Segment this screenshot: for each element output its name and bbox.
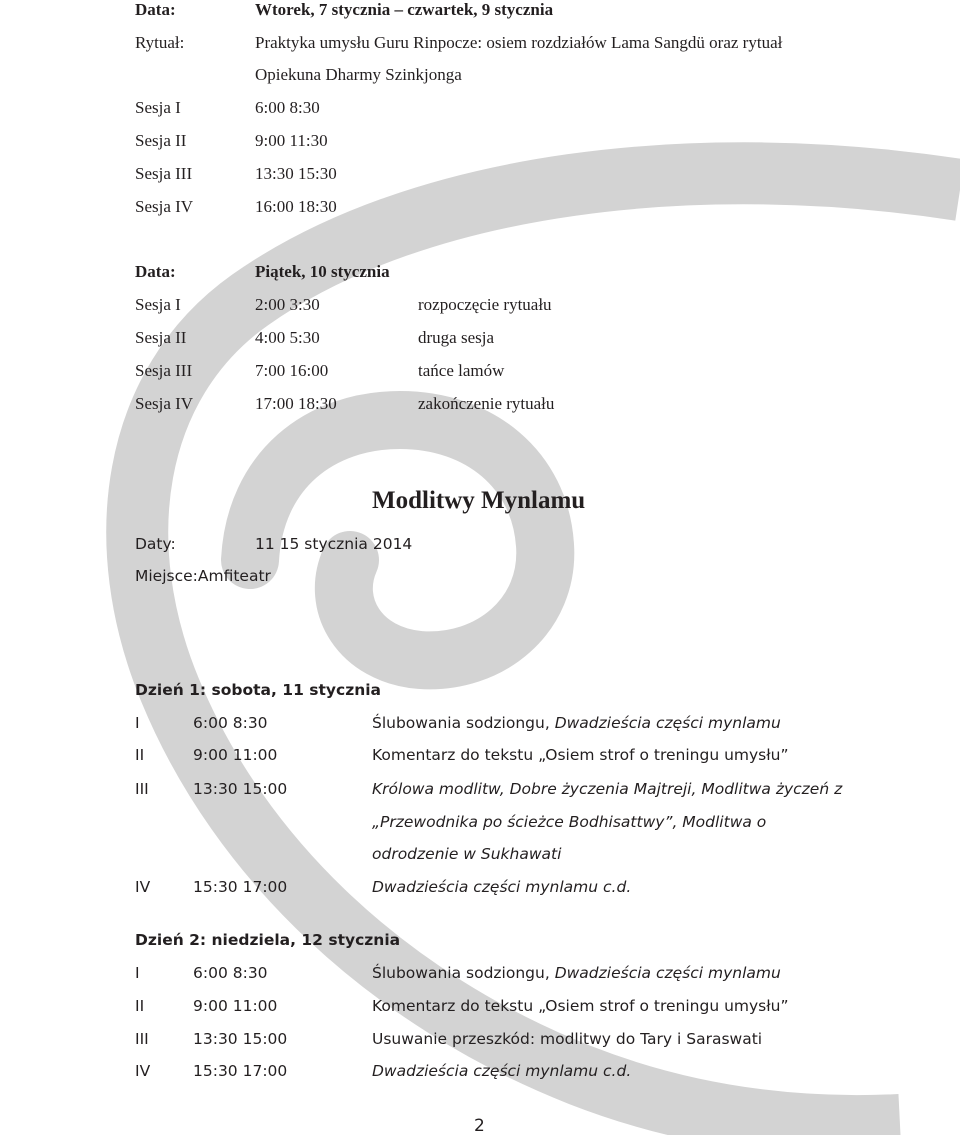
day1-row-desc: Dwadzieścia części mynlamu c.d.: [372, 878, 632, 896]
day1-row-time: 9:00 11:00: [193, 746, 278, 764]
block2-date-value: Piątek, 10 stycznia: [255, 262, 390, 281]
day1-row-desc-line2: „Przewodnika po ścieżce Bodhisattwy”, Modlitwa o: [372, 813, 767, 831]
block1-session-time: 16:00 18:30: [255, 197, 337, 216]
day2-row-desc-plain: Ślubowania sodziongu,: [372, 964, 555, 982]
block1-date-label: Data:: [135, 0, 176, 19]
block1-ritual-label: Rytuał:: [135, 33, 185, 52]
day1-row-num: III: [135, 780, 149, 798]
block1-session-label: Sesja II: [135, 131, 187, 150]
day1-row-time: 13:30 15:00: [193, 780, 288, 798]
block1-session-label: Sesja III: [135, 164, 193, 183]
page-number: 2: [474, 1116, 485, 1136]
block1-session-time: 9:00 11:30: [255, 131, 328, 150]
day1-row-desc-plain: Ślubowania sodziongu,: [372, 714, 555, 732]
day2-row-desc: Komentarz do tekstu „Osiem strof o treningu umysłu”: [372, 997, 789, 1015]
block2-session-time: 17:00 18:30: [255, 394, 337, 413]
block2-session-label: Sesja IV: [135, 394, 194, 413]
day2-row-desc: [372, 964, 781, 982]
block1-session-time: 13:30 15:30: [255, 164, 337, 183]
day2-row-time: 13:30 15:00: [193, 1030, 288, 1048]
day2-row-desc-italic: Dwadzieścia części mynlamu: [554, 964, 781, 982]
block1-session-label: Sesja I: [135, 98, 181, 117]
day1-row-time: 15:30 17:00: [193, 878, 288, 896]
block2-session-desc: zakończenie rytuału: [418, 394, 555, 413]
day1-row-num: I: [135, 714, 140, 732]
section-place: Miejsce:Amfiteatr: [135, 567, 271, 585]
block1-session-label: Sesja IV: [135, 197, 194, 216]
day2-row-desc: Usuwanie przeszkód: modlitwy do Tary i Saraswati: [372, 1030, 763, 1048]
day2-row-time: 15:30 17:00: [193, 1062, 288, 1080]
day1-row-desc-line3: odrodzenie w Sukhawati: [372, 845, 562, 863]
day1-heading: Dzień 1: sobota, 11 stycznia: [135, 681, 382, 699]
day1-row-desc: Komentarz do tekstu „Osiem strof o treningu umysłu”: [372, 746, 789, 764]
day1-row-num: IV: [135, 878, 151, 896]
day2-row-num: I: [135, 964, 140, 982]
block2-session-desc: tańce lamów: [418, 361, 505, 380]
day1-row-num: II: [135, 746, 145, 764]
day2-row-desc: Dwadzieścia części mynlamu c.d.: [372, 1062, 632, 1080]
day1-row-desc: [372, 714, 781, 732]
block2-session-label: Sesja III: [135, 361, 193, 380]
section-dates-value: 11 15 stycznia 2014: [255, 535, 413, 553]
block2-session-label: Sesja II: [135, 328, 187, 347]
block1-ritual-line2: Opiekuna Dharmy Szinkjonga: [255, 65, 462, 84]
block2-session-time: 7:00 16:00: [255, 361, 329, 380]
block1-session-time: 6:00 8:30: [255, 98, 320, 117]
block1-date-value: Wtorek, 7 stycznia – czwartek, 9 stycznia: [255, 0, 554, 19]
day2-row-num: II: [135, 997, 145, 1015]
day1-row-desc-italic: Dwadzieścia części mynlamu: [554, 714, 781, 732]
block2-session-desc: druga sesja: [418, 328, 495, 347]
section-title: Modlitwy Mynlamu: [372, 487, 586, 514]
block2-session-desc: rozpoczęcie rytuału: [418, 295, 552, 314]
block2-session-time: 4:00 5:30: [255, 328, 320, 347]
day2-row-time: 9:00 11:00: [193, 997, 278, 1015]
day1-row-time: 6:00 8:30: [193, 714, 268, 732]
block2-session-time: 2:00 3:30: [255, 295, 320, 314]
block2-date-label: Data:: [135, 262, 176, 281]
day1-row-desc-line1: Królowa modlitw, Dobre życzenia Majtreji, Modlitwa życzeń z: [372, 780, 843, 798]
section-dates-label: Daty:: [135, 535, 176, 553]
day2-heading: Dzień 2: niedziela, 12 stycznia: [135, 931, 401, 949]
block2-session-label: Sesja I: [135, 295, 181, 314]
day2-row-time: 6:00 8:30: [193, 964, 268, 982]
block1-ritual-line1: Praktyka umysłu Guru Rinpocze: osiem rozdziałów Lama Sangdü oraz rytuał: [255, 33, 783, 52]
day2-row-num: IV: [135, 1062, 151, 1080]
day2-row-num: III: [135, 1030, 149, 1048]
